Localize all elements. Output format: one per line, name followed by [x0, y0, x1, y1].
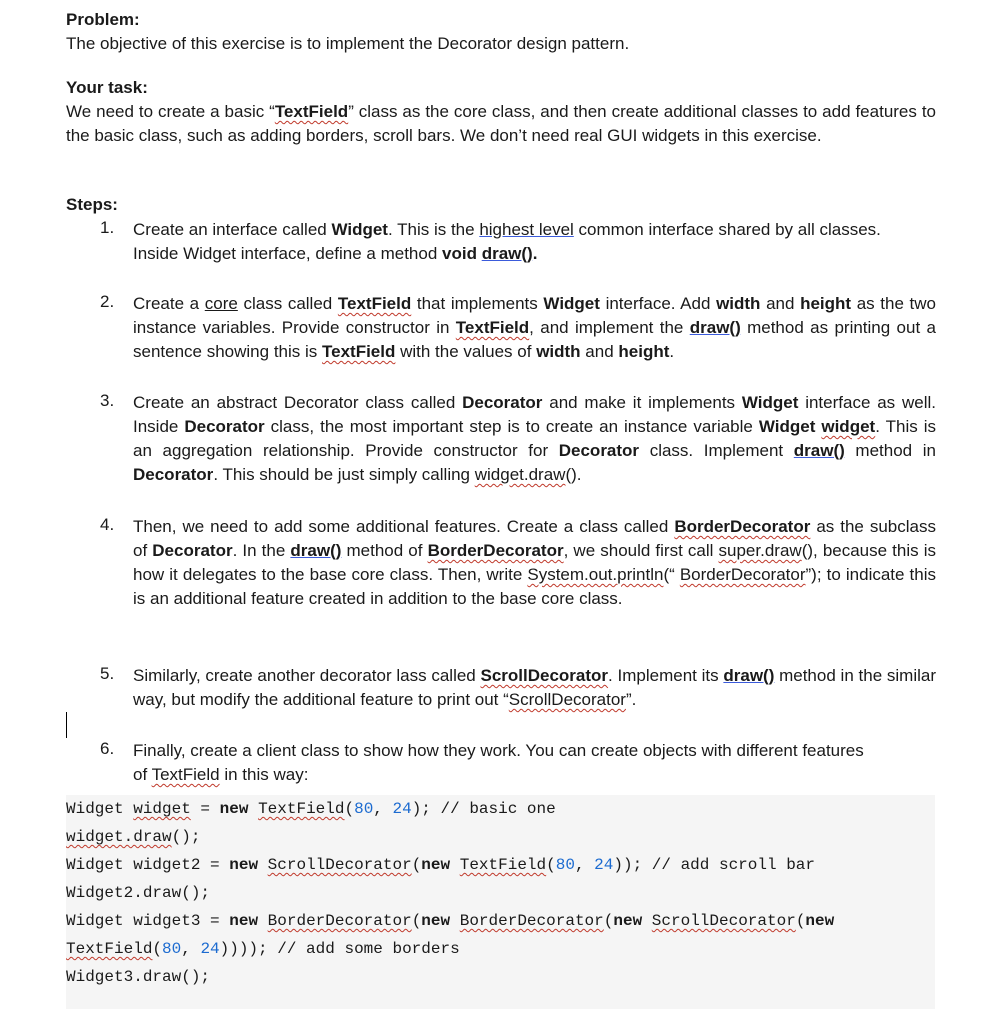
problem-text: The objective of this exercise is to implement the Decorator design pattern.	[66, 34, 630, 53]
step-text: method as printing out a sentence showing this is	[133, 318, 936, 361]
step-text: (), because this is how it delegates to the base core class. Then, write	[133, 541, 937, 584]
step-3-text	[133, 391, 936, 487]
code-keyword: new	[421, 856, 451, 874]
step-text: height	[618, 342, 670, 361]
step-text: Decorator	[558, 441, 640, 460]
code-token: Widget2.draw();	[66, 884, 211, 902]
code-token: TextField	[459, 856, 547, 874]
step-text: draw()	[793, 441, 845, 460]
code-number: 24	[200, 940, 220, 958]
step-text: Inside Widget interface, define a method	[133, 244, 443, 263]
code-token: Widget widget2 =	[66, 856, 230, 874]
step-text: class, the most important step is to create an instance variable	[264, 417, 759, 436]
code-token: ,	[574, 856, 595, 874]
step-text: Widget	[543, 294, 600, 313]
step-text: , we should first call	[563, 541, 719, 560]
step-text: and	[580, 342, 619, 361]
step-2	[66, 292, 936, 364]
code-token: widget.draw	[66, 828, 172, 846]
code-token: Widget widget3 =	[66, 912, 230, 930]
code-token	[450, 856, 460, 874]
step-text: ”); to indicate this is an additional feature created in addition to the base core class.	[133, 565, 936, 608]
code-token	[258, 912, 268, 930]
code-keyword: new	[613, 912, 643, 930]
step-text: ”.	[625, 690, 637, 709]
step-number: 5.	[100, 664, 115, 683]
step-text: interface as well. Inside	[133, 393, 936, 436]
code-number: 24	[392, 800, 412, 818]
code-token: (	[411, 856, 422, 874]
code-token: Widget	[66, 800, 134, 818]
code-token: =	[190, 800, 220, 818]
step-6	[66, 739, 936, 787]
step-1	[66, 218, 936, 266]
code-line-5	[66, 907, 834, 935]
step-text: core	[204, 294, 238, 313]
code-line-2	[66, 823, 200, 851]
code-keyword: new	[421, 912, 451, 930]
code-token: (	[411, 912, 422, 930]
step-text: height	[800, 294, 852, 313]
code-token: BorderDecorator	[459, 912, 604, 930]
task-section	[66, 76, 936, 148]
code-token: TextField	[258, 800, 345, 818]
step-4	[66, 515, 936, 611]
code-token: )))); // add some borders	[219, 940, 460, 958]
code-token: BorderDecorator	[267, 912, 412, 930]
step-number: 6.	[100, 739, 115, 758]
step-text: , and implement the	[529, 318, 690, 337]
step-text: of	[133, 765, 152, 784]
code-keyword: new	[229, 856, 259, 874]
step-text: highest level	[479, 220, 574, 239]
step-text: width	[716, 294, 761, 313]
step-text: Create a	[133, 294, 205, 313]
code-token: (	[344, 800, 355, 818]
code-keyword: new	[219, 800, 249, 818]
step-text: in this way:	[219, 765, 309, 784]
code-token: ,	[181, 940, 201, 958]
task-text	[66, 100, 936, 148]
step-2-text	[133, 292, 936, 364]
step-text: TextField	[337, 294, 412, 313]
step-text: Decorator	[152, 541, 233, 560]
step-text: BorderDecorator	[679, 565, 806, 584]
step-text: Decorator	[462, 393, 543, 412]
code-token	[642, 912, 652, 930]
step-text: Create an abstract Decorator class called	[133, 393, 463, 412]
code-token: ScrollDecorator	[267, 856, 412, 874]
step-1-text	[133, 218, 936, 242]
step-text: TextField	[151, 765, 220, 784]
problem-section	[66, 8, 936, 56]
step-text: draw()	[290, 541, 342, 560]
step-text: and make it implements	[542, 393, 742, 412]
step-text: BorderDecorator	[427, 541, 564, 560]
step-text: Create an interface called	[133, 220, 332, 239]
code-token: (	[152, 940, 163, 958]
code-token: ();	[171, 828, 201, 846]
step-6-text-2	[133, 763, 936, 787]
step-text: (“	[663, 565, 680, 584]
step-text: ScrollDecorator	[508, 690, 626, 709]
step-text: draw()	[481, 244, 533, 263]
step-text: Decorator	[133, 465, 214, 484]
step-text: . Implement its	[608, 666, 724, 685]
code-line-7	[66, 963, 210, 991]
code-line-4	[66, 879, 210, 907]
code-token: TextField	[66, 940, 153, 958]
code-number: 24	[594, 856, 614, 874]
task-text-part: We need to create a basic “	[66, 102, 275, 121]
step-5-text	[133, 664, 936, 712]
step-number: 3.	[100, 391, 115, 410]
step-text: . This is an aggregation relationship. Provide constructor for	[133, 417, 936, 460]
code-keyword: new	[229, 912, 259, 930]
step-text: class. Implement	[639, 441, 794, 460]
step-text: interface. Add	[599, 294, 717, 313]
code-line-6	[66, 935, 460, 963]
code-line-3	[66, 851, 815, 879]
task-text-part: ” class as the core class, and then create additional classes to add features to the basic class, such as adding borders, scroll bars. We don’t need real GUI widgets in this exercise.	[66, 102, 936, 145]
task-heading: Your task:	[66, 78, 148, 97]
code-token	[248, 800, 258, 818]
step-5	[66, 664, 936, 712]
step-text: . This is the	[387, 220, 480, 239]
task-text-class: TextField	[274, 102, 349, 121]
step-text: ScrollDecorator	[480, 666, 609, 685]
code-token: Widget3.draw();	[66, 968, 211, 986]
step-6-text: Finally, create a client class to show how they work. You can create objects with different features	[133, 741, 864, 760]
code-keyword: new	[805, 912, 835, 930]
step-text: .	[532, 244, 538, 263]
code-token: (	[795, 912, 806, 930]
step-text: Widget	[331, 220, 388, 239]
step-text: method in	[844, 441, 936, 460]
code-number: 80	[162, 940, 182, 958]
code-token: (	[546, 856, 556, 874]
step-1-text-2	[133, 242, 936, 266]
code-token	[258, 856, 268, 874]
step-text: widget.draw	[474, 465, 566, 484]
step-text: . In the	[232, 541, 291, 560]
step-text: that implements	[411, 294, 544, 313]
step-text: width	[536, 342, 581, 361]
code-token: ,	[373, 800, 393, 818]
code-number: 80	[555, 856, 575, 874]
problem-heading: Problem:	[66, 10, 140, 29]
step-text: method in the similar way, but modify the additional feature to print out “	[133, 666, 936, 709]
step-text: TextField	[322, 342, 396, 361]
step-text: and	[760, 294, 801, 313]
step-number: 2.	[100, 292, 115, 311]
code-token: (	[603, 912, 614, 930]
step-text: draw()	[689, 318, 741, 337]
step-text: Then, we need to add some additional features. Create a class called	[133, 517, 675, 536]
step-text: .	[669, 342, 675, 361]
step-text: void	[442, 244, 482, 263]
step-number: 4.	[100, 515, 115, 534]
step-text: class called	[237, 294, 338, 313]
code-token	[450, 912, 460, 930]
step-text: with the values of	[395, 342, 537, 361]
step-text: Similarly, create another decorator lass called	[133, 666, 481, 685]
code-block	[66, 795, 935, 1009]
step-text: Widget	[758, 417, 816, 436]
step-text: ().	[565, 465, 582, 484]
step-text: Decorator	[184, 417, 265, 436]
code-number: 80	[354, 800, 374, 818]
steps-heading: Steps:	[66, 195, 118, 214]
step-text: method of	[341, 541, 428, 560]
step-text: as the two instance variables. Provide constructor in	[133, 294, 937, 337]
text-cursor	[66, 712, 67, 738]
code-token: widget	[133, 800, 191, 818]
step-text: as the subclass of	[133, 517, 936, 560]
code-line-1	[66, 795, 556, 823]
step-3	[66, 391, 936, 487]
step-text: common interface shared by all classes.	[573, 220, 881, 239]
step-text: widget	[821, 417, 876, 436]
step-4-text	[133, 515, 936, 611]
step-text: TextField	[455, 318, 530, 337]
step-text: BorderDecorator	[674, 517, 811, 536]
code-token: ScrollDecorator	[651, 912, 796, 930]
step-text: . This should be just simply calling	[213, 465, 475, 484]
code-token: ); // basic one	[411, 800, 556, 818]
step-text: Widget	[741, 393, 799, 412]
step-text: super.draw	[718, 541, 802, 560]
step-text: draw()	[723, 666, 775, 685]
step-text: System.out.println	[527, 565, 664, 584]
code-token: )); // add scroll bar	[613, 856, 815, 874]
step-number: 1.	[100, 218, 115, 237]
